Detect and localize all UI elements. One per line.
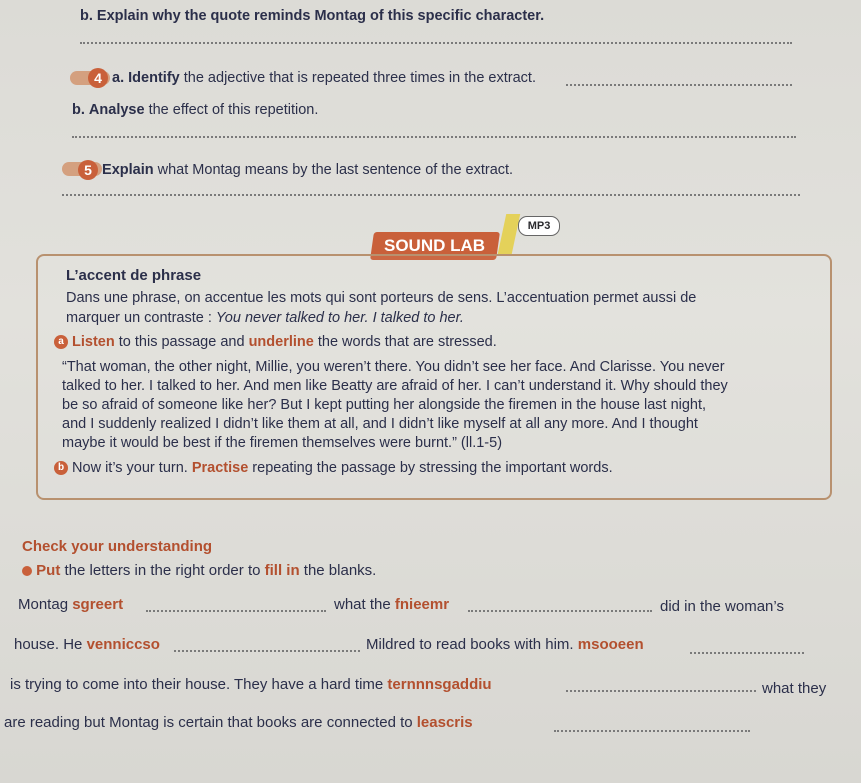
blank-5[interactable] [566, 690, 756, 692]
check-title: Check your understanding [22, 538, 213, 555]
lab-intro-line1: Dans une phrase, on accentue les mots qui sont porteurs de sens. L’accentuation permet aussi de [66, 290, 697, 306]
scrambled-word: venniccso [86, 636, 160, 653]
task-a-marker: a [54, 335, 68, 349]
fill-line-4: are reading but Montag is certain that books are connected to leascris [4, 714, 473, 731]
blank-4[interactable] [690, 652, 804, 654]
bullet-icon [22, 566, 32, 576]
question-number-5: 5 [78, 160, 98, 180]
answer-line[interactable] [62, 194, 800, 196]
blank-3[interactable] [174, 650, 360, 652]
scrambled-word: msooeen [577, 636, 644, 653]
fill-line-3b: what they [762, 680, 827, 697]
fill-line-2b: Mildred to read books with him. msooeen [366, 636, 644, 653]
fill-line-1b: what the fnieemr [334, 596, 450, 613]
blank-1[interactable] [146, 610, 326, 612]
question-4a: 4 a. Identify the adjective that is repeated three times in the extract. [88, 68, 536, 88]
answer-line[interactable] [80, 42, 792, 44]
scrambled-word: fnieemr [394, 596, 450, 613]
check-instruction: Put the letters in the right order to fill in the blanks. [22, 562, 376, 579]
fill-line-1: Montag sgreert [18, 596, 124, 613]
fill-line-3: is trying to come into their house. They have a hard time ternnnsgaddiu [10, 676, 492, 693]
sound-lab-banner: SOUND LAB [370, 232, 500, 260]
blank-2[interactable] [468, 610, 652, 612]
question-4b-prev: b. Explain why the quote reminds Montag of this specific character. [80, 8, 545, 24]
task-b-marker: b [54, 461, 68, 475]
question-4b: b. Analyse the effect of this repetition. [72, 102, 319, 118]
lab-intro-line2: marquer un contraste : You never talked to her. I talked to her. [66, 310, 464, 326]
lab-quote: “That woman, the other night, Millie, you weren’t there. You didn’t see her face. And Clarisse. You never talked to her. I talked to her. And men like Beatty are afraid of her. I can’t understand it. Why should they be so afraid of someone like her? But I kept putting her alongside the firemen in the house last night, and I suddenly realized I didn’t like them at all, and I didn’t like myself at all any more. And I thought maybe it would be best if the firemen themselves were burnt.” (ll.1-5) [62, 359, 728, 451]
scrambled-word: ternnnsgaddiu [387, 676, 492, 693]
answer-line[interactable] [72, 136, 796, 138]
question-5: 5 Explain what Montag means by the last sentence of the extract. [78, 160, 513, 180]
question-number-4: 4 [88, 68, 108, 88]
blank-6[interactable] [554, 730, 750, 732]
mp3-marker [498, 214, 521, 254]
fill-line-1c: did in the woman’s [660, 598, 784, 615]
mp3-badge[interactable]: MP3 [518, 216, 560, 236]
scrambled-word: sgreert [72, 596, 124, 613]
scrambled-word: leascris [416, 714, 473, 731]
lab-heading: L’accent de phrase [66, 267, 202, 284]
fill-line-2: house. He venniccso [14, 636, 160, 653]
answer-line[interactable] [566, 84, 792, 86]
lab-task-a: a Listen to this passage and underline the words that are stressed. [54, 334, 497, 350]
lab-task-b: b Now it’s your turn. Practise repeating the passage by stressing the important words. [54, 460, 613, 476]
